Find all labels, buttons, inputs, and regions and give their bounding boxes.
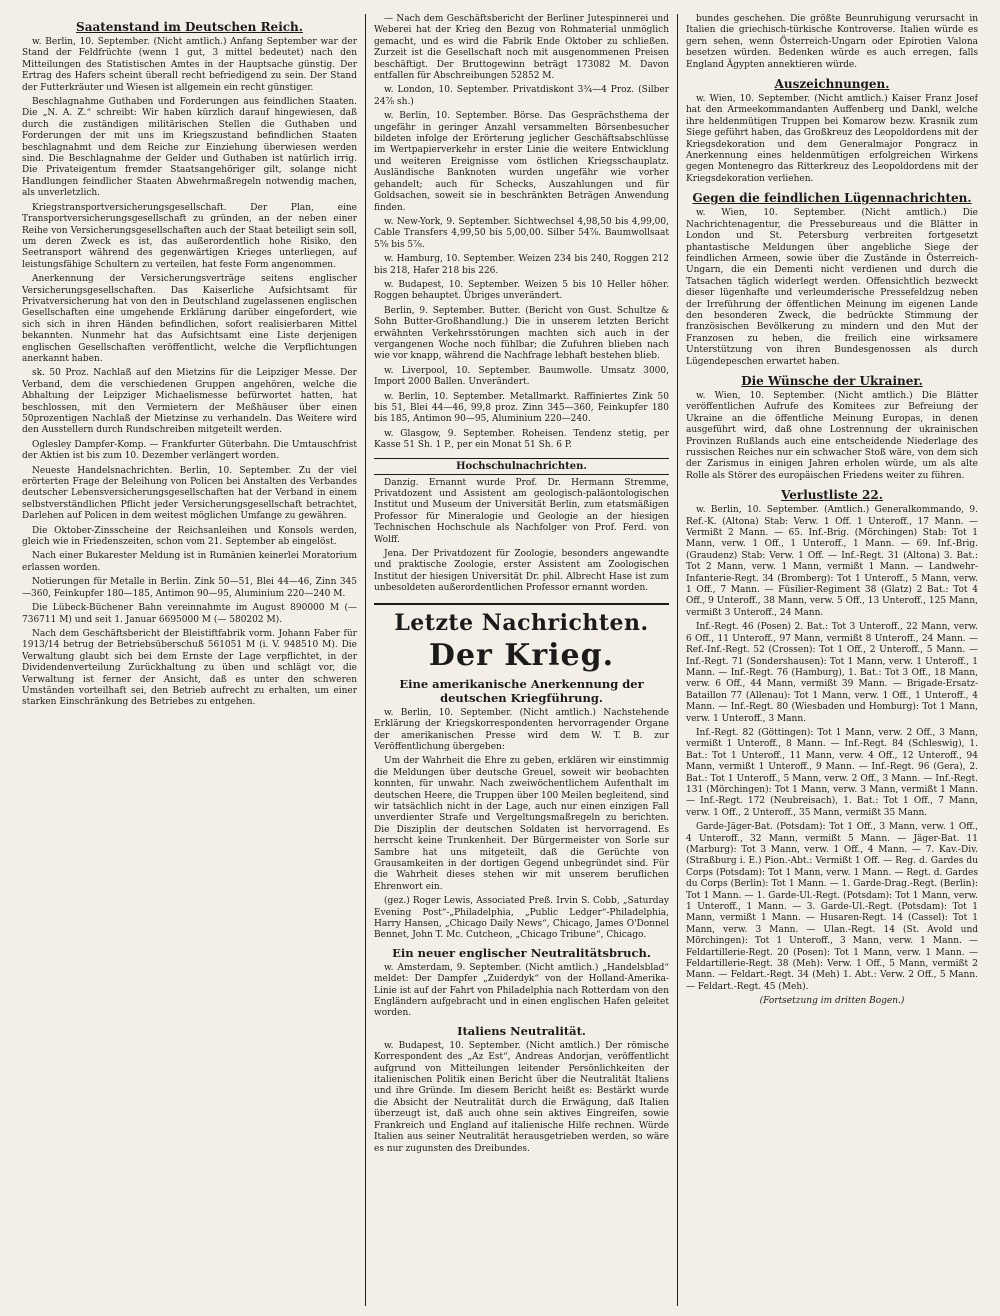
paragraph: Beschlagnahme Guthaben und Forderungen aus feindlichen Staaten. Die „N. A. Z.“ schreibt: Wir haben kürzlich darauf hingewiesen, daß durch die zuständigen militärischen Stellen die Guthaben und Forderungen der mit uns im Kriegszustand befindlichen Staaten beschlagnahmt und dem Reiche zur Einziehung überwiesen werden sind. Die Beschlagnahme der Gelder und Guthaben ist natürlich irrig. Die Privateigentum fremder Staatsangehöriger gilt, solange nicht Handlungen feindlicher Staaten Abwehrmaßregeln notwendig machen, als unverletzlich. [22,97,357,199]
paragraph: w. Berlin, 10. September. Börse. Das Gesprächsthema der ungefähr in geringer Anzahl versammelten Börsenbesucher bildeten infolge der Erörterung jeglicher Geschäftsabschlüsse im Wertpapierverkehr in erster Linie die weitere Entwicklung und weiteren Ereignisse vom östlichen Kriegsschauplatz. Ausländische Banknoten wurden ungefähr wie vorher gehandelt; auch für Schecks, Auszahlungen und für Goldsachen, soweit sie in beschränkten Beträgen Anwendung finden. [374,111,669,213]
paragraph: Danzig. Ernannt wurde Prof. Dr. Hermann Stremme, Privatdozent und Assistent am geologisch-paläontologischen Institut und Museum der Universität Berlin, zum etatsmäßigen Professor für Mineralogie und Geologie an der hiesigen Technischen Hochschule als Nachfolger von Prof. Ferd. von Wolff. [374,477,669,545]
heading-neutralitaetsbruch: Ein neuer englischer Neutralitätsbruch. [392,945,651,960]
heading-der-krieg: Der Krieg. [428,637,615,673]
heading-hochschulnachrichten: Hochschulnachrichten. [374,458,669,475]
paragraph: w. Wien, 10. September. (Nicht amtlich.) Kaiser Franz Josef hat den Armeekommandanten Auffenberg und Dankl, welche ihre heldenmütigen Truppen bei Komarow bezw. Krasnik zum Siege geführt haben, das Großkreuz des Leopoldordens mit der Kriegsdekoration und dem Generalmajor Pongracz in Anerkennung eines heldenmütigen erfolgreichen Wirkens gegen Montenegro das Ritterkreuz des Leopoldordens mit der Kriegsdekoration verliehen. [686,94,978,184]
paragraph: Anerkennung der Versicherungsverträge seitens englischer Versicherungsgesellschaften. Das Kaiserliche Aufsichtsamt für Privatversicherung hat von den in Deutschland zugelassenen englischen Gesellschaften eine umgehende Erklärung darüber eingefordert, wie sich sich in ihren Händen befindlichen, sofort realisierbaren Mittel bekannten. Nunmehr hat das Aufsichtsamt eine Liste derjenigen englischen Gesellschaften veröffentlicht, welche die Verpflichtungen anerkannt haben. [22,274,357,364]
paragraph: w. Amsterdam, 9. September. (Nicht amtlich.) „Handelsblad“ meldet: Der Dampfer „Zuiderdyk“ von der Holland-Amerika-Linie ist auf der Fahrt von Philadelphia nach Rotterdam von den Engländern aufgebracht und in einen englischen Hafen geleitet worden. [374,962,669,1019]
paragraph: w. Berlin, 10. September. (Nicht amtlich.) Nachstehende Erklärung der Kriegskorrespondenten hervorragender Organe der amerikanischen Presse wird dem W. T. B. zur Veröffentlichung übergeben: [374,707,669,752]
heading-letzte-nachrichten: Letzte Nachrichten. [374,603,669,636]
paragraph: w. Berlin, 10. September. (Nicht amtlich.) Anfang September war der Stand der Feldfrüchte (wenn 1 gut, 3 mittel bedeutet) nach den Mitteilungen des Statistischen Amtes in der Hauptsache günstig. Der Ertrag des Hafers scheint überall recht befriedigend zu sein. Der Stand der Futterkräuter und Wiesen ist allgemein ein recht günstiger. [22,37,357,93]
paragraph: (gez.) Roger Lewis, Associated Preß. Irvin S. Cobb, „Saturday Evening Post“-„Philadelphia, „Public Ledger“-Philadelphia, Harry Hansen, „Chicago Daily News“, Chicago, James O'Donnel Bennet, John T. Mc. Cutcheon, „Chicago Tribune“, Chicago. [374,896,669,941]
paragraph: w. Budapest, 10. September. Weizen 5 bis 10 Heller höher. Roggen behauptet. Übriges unverändert. [374,279,669,302]
heading-luegennachrichten: Gegen die feindlichen Lügennachrichten. [692,191,972,206]
column-divider [365,14,366,1306]
heading-verlustliste: Verlustliste 22. [781,488,883,503]
column-divider [677,14,678,1306]
column-middle [374,14,669,1306]
paragraph: Oglesley Dampfer-Komp. — Frankfurter Güterbahn. Die Umtauschfrist der Aktien ist bis zum 10. Dezember verlängert worden. [22,439,357,462]
paragraph: w. Budapest, 10. September. (Nicht amtlich.) Der römische Korrespondent des „Az Est“, Andreas Andorjan, veröffentlicht aufgrund von Mitteilungen leitender Persönlichkeiten der italienischen Politik einen Bericht über die Neutralität Italiens und ihre Gründe. Im diesem Bericht heißt es: Bestärkt wurde die Absicht der Neutralität durch die Erwägung, daß Italien überzeugt ist, daß auch ohne sein aktives Eingreifen, sowie Frankreich und England auf italienische Hilfe rechnen. Würde Italien aus seiner Neutralität herausgetrieben werden, so wäre es nur zugunsten des Dreibundes. [374,1040,669,1154]
paragraph: Inf.-Regt. 46 (Posen) 2. Bat.: Tot 3 Unteroff., 22 Mann, verw. 6 Off., 11 Unteroff., 97 Mann, vermißt 8 Unteroff., 24 Mann. — Ref.-Inf.-Regt. 52 (Crossen): Tot 1 Off., 2 Unteroff., 5 Mann. — Inf.-Regt. 71 (Sondershausen): Tot 1 Mann, verw. 1 Unteroff., 1 Mann. — Inf.-Regt. 76 (Hamburg), 1. Bat.: Tot 3 Off., 18 Mann, verw. 6 Off., 44 Mann, vermißt 39 Mann. — Brigade-Ersatz-Bataillon 77 (Allenau): Tot 1 Mann, verw. 1 Off., 1 Unteroff., 4 Mann. — Inf.-Regt. 80 (Wiesbaden und Homburg): Tot 1 Mann, verw. 1 Unteroff., 3 Mann. [686,622,978,724]
column-right [686,14,978,1306]
paragraph: w. Wien, 10. September. (Nicht amtlich.) Die Nachrichtenagentur, die Pressebureaus und die Blätter in London und St. Petersburg verbreiten fortgesetzt phantastische Meldungen über angebliche Siege der feindlichen Armeen, sowie über die Zustände in Österreich-Ungarn, die ein Dementi nicht verdienen und durch die Tatsachen täglich widerlegt werden. Offensichtlich bezweckt dieser lügenhafte und verleumderische Pressefeldzug neben der Irreführung der öffentlichen Meinung im eigenen Lande den besonderen Zweck, die bedrückte Stimmung der französischen Bevölkerung zu mindern und den Mut der Franzosen zu heben, die freilich eine wirksamere Unterstützung von ihren Bundesgenossen als durch Lügendepeschen erwartet haben. [686,208,978,367]
paragraph: w. Wien, 10. September. (Nicht amtlich.) Die Blätter veröffentlichen Aufrufe des Komitees zur Befreiung der Ukraine an die öffentliche Meinung Europas, in denen ausgeführt wird, daß ohne Lostrennung der ukrainischen Provinzen Rußlands auch eine entscheidende Niederlage des russischen Reiches nur ein schwacher Stoß wäre, von dem sich der Zarismus in einigen Jahren erholen würde, um als alte Rolle als Störer des europäischen Friedens weiter zu führen. [686,390,978,481]
paragraph: Nach einer Bukarester Meldung ist in Rumänien keinerlei Moratorium erlassen worden. [22,551,357,573]
paragraph: Nach dem Geschäftsbericht der Bleistiftfabrik vorm. Johann Faber für 1913/14 betrug der Betriebsüberschuß 561051 M (i. V. 948510 M). Die Verwaltung glaubt sich bei dem Ernste der Lage verpflichtet, in der Dividendenverteilung Zurückhaltung zu üben und schlägt vor, die Verwaltung ist ferner der Ansicht, daß es unter den schweren Umständen vorteilhaft sei, den Betrieb aufrecht zu erhalten, um einer starken Einschränkung des Betriebes zu entgehen. [22,628,357,708]
paragraph: w. Glasgow, 9. September. Roheisen. Tendenz stetig, per Kasse 51 Sh. 1 P., per ein Monat 51 Sh. 6 P. [374,428,669,451]
continuation-note: (Fortsetzung im dritten Bogen.) [759,996,905,1007]
heading-amerikanische-anerkennung: Eine amerikanische Anerkennung der deutschen Kriegführung. [399,676,644,705]
paragraph: Die Oktober-Zinsscheine der Reichsanleihen und Konsols werden, gleich wie in Friedenszeiten, schon vom 21. September ab eingelöst. [22,525,357,548]
paragraph: Kriegstransportversicherungsgesellschaft. Der Plan, eine Transportversicherungsgesellschaft zu gründen, an der neben einer Reihe von Versicherungsgesellschaften auch der Staat beteiligt sein soll, um deren Zweck es ist, das außerordentlich hohe Risiko, den Seetransport während des gegenwärtigen Krieges unterliegen, auf leistungsfähige Schultern zu verteilen, hat feste Form angenommen. [22,202,357,270]
paragraph: Notierungen für Metalle in Berlin. Zink 50—51, Blei 44—46, Zinn 345—360, Feinkupfer 180—185, Antimon 90—95, Aluminium 220—240 M. [22,577,357,599]
paragraph: w. New-York, 9. September. Sichtwechsel 4,98,50 bis 4,99,00, Cable Transfers 4,99,50 bis 5,00,00. Silber 54⅞. Baumwollsaat 5⅝ bis 5⅞. [374,216,669,250]
paragraph: w. Hamburg, 10. September. Weizen 234 bis 240, Roggen 212 bis 218, Hafer 218 bis 226. [374,254,669,276]
paragraph: sk. 50 Proz. Nachlaß auf den Mietzins für die Leipziger Messe. Der Verband, dem die verschiedenen Gruppen angehören, welche die Abhaltung der Leipziger Michaelismesse befürwortet hatten, hat beschlossen, mit den Vermietern der Meßhäuser über einen 50prozentigen Nachlaß der Mietzinse zu verhandeln. Das Weitere wird den Ausstellern durch Rundschreiben mitgeteilt werden. [22,368,357,436]
heading-ukrainer: Die Wünsche der Ukrainer. [741,373,923,388]
paragraph: Die Lübeck-Büchener Bahn vereinnahmte im August 890000 M (— 736711 M) und seit 1. Januar 6695000 M (— 580202 M). [22,603,357,625]
paragraph: Um der Wahrheit die Ehre zu geben, erklären wir einstimmig die Meldungen über deutsche Greuel, soweit wir beobachten konnten, für unwahr. Nach zweiwöchentlichem Aufenthalt im deutschen Heere, die Truppen über 100 Meilen begleitend, sind wir tatsächlich nicht in der Lage, auch nur einen einzigen Fall unverdienter Strafe und Vergeltungsmaßregeln zu berichten. Die Disziplin der deutschen Soldaten ist hervorragend. Es herrscht keine Trunkenheit. Der Bürgermeister von Sorle sur Sambre hat uns mitgeteilt, daß die Gerüchte von Grausamkeiten in der dortigen Gegend unbegründet sind. Für die Wahrheit dieses stehen wir mit unserem beruflichen Ehrenwort ein. [374,756,669,892]
heading-saatenstand: Saatenstand im Deutschen Reich. [76,20,303,34]
heading-italiens-neutralitaet: Italiens Neutralität. [457,1023,586,1038]
paragraph: Inf.-Regt. 82 (Göttingen): Tot 1 Mann, verw. 2 Off., 3 Mann, vermißt 1 Unteroff., 8 Mann. — Inf.-Regt. 84 (Schleswig), 1. Bat.: Tot 1 Unteroff., 11 Mann, verw. 4 Off., 12 Unteroff., 94 Mann, vermißt 1 Unteroff., 9 Mann. — Inf.-Regt. 96 (Gera), 2. Bat.: Tot 1 Unteroff., 5 Mann, verw. 2 Off., 3 Mann. — Inf.-Regt. 131 (Mörchingen): Tot 1 Mann, verw. 3 Mann, vermißt 1 Mann. — Inf.-Regt. 172 (Neubreisach), 1. Bat.: Tot 1 Off., 7 Mann, verw. 1 Off., 2 Unteroff., 35 Mann, vermißt 35 Mann. [686,727,978,818]
heading-auszeichnungen: Auszeichnungen. [774,77,890,92]
column-left [22,14,357,1306]
paragraph: Garde-Jäger-Bat. (Potsdam): Tot 1 Off., 3 Mann, verw. 1 Off., 4 Unteroff., 32 Mann, vermißt 5 Mann. — Jäger-Bat. 11 (Marburg): Tot 3 Mann, verw. 1 Off., 4 Mann. — 7. Kav.-Div. (Straßburg i. E.) Pion.-Abt.: Vermißt 1 Off. — Reg. d. Gardes du Corps (Potsdam): Tot 1 Mann, verw. 1 Mann. — Regt. d. Gardes du Corps (Berlin): Tot 1 Mann. — 1. Garde-Drag.-Regt. (Berlin): Tot 1 Mann. — 1. Garde-Ul.-Regt. (Potsdam): Tot 1 Mann, verw. 1 Unteroff., 1 Mann. — 3. Garde-Ul.-Regt. (Potsdam): Tot 1 Mann, vermißt 1 Mann. — Husaren-Regt. 14 (Cassel): Tot 1 Mann, verw. 3 Mann. — Ulan.-Regt. 14 (St. Avold und Mörchingen): Tot 1 Unteroff., 3 Mann, verw. 1 Mann. — Feldartillerie-Regt. 20 (Posen): Tot 1 Mann, verw. 1 Mann. — Feldartillerie-Regt. 38 (Meh): Verw. 1 Off., 5 Mann, vermißt 2 Mann. — Feldart.-Regt. 34 (Meh) 1. Abt.: Verw. 2 Off., 5 Mann. — Feldart.-Regt. 45 (Meh). [686,822,978,992]
paragraph: bundes geschehen. Die größte Beunruhigung verursacht in Italien die griechisch-türkische Kontroverse. Italien würde es gern sehen, wenn Österreich-Ungarn oder Epirotien Valona besetzen würden. Bedenken würde es auch erregen, falls England Ägypten annektieren würde. [686,14,978,70]
paragraph: w. Berlin, 10. September. (Amtlich.) Generalkommando, 9. Ref.-K. (Altona) Stab: Verw. 1 Off. 1 Unteroff., 17 Mann. — Vermißt 2 Mann. — 65. Inf.-Brig. (Mörchingen) Stab: Tot 1 Mann, verw. 1 Off., 1 Unteroff., 1 Mann. — 69. Inf.-Brig. (Graudenz) Stab: Verw. 1 Off. — Inf.-Regt. 31 (Altona) 3. Bat.: Tot 2 Mann, verw. 1 Mann, vermißt 1 Mann. — Landwehr-Infanterie-Regt. 34 (Bromberg): Tot 1 Unteroff., 5 Mann, verw. 1 Off., 7 Mann. — Füsilier-Regiment 38 (Glatz) 2 Bat.: Tot 4 Off., 9 Unteroff., 38 Mann, verw. 5 Off., 13 Unteroff., 125 Mann, vermißt 3 Unteroff., 24 Mann. [686,505,978,618]
paragraph: w. Liverpool, 10. September. Baumwolle. Umsatz 3000, Import 2000 Ballen. Unverändert. [374,365,669,388]
paragraph: Berlin, 9. September. Butter. (Bericht von Gust. Schultze & Sohn Butter-Großhandlung.) Die in unserem letzten Bericht erwähnten Verkehrsstörungen machten sich auch in der vergangenen Woche noch fühlbar; die Zufuhren blieben nach wie vor knapp, während die Nachfrage lebhaft bestehen blieb. [374,305,669,362]
paragraph: — Nach dem Geschäftsbericht der Berliner Jutespinnerei und Weberei hat der Krieg den Bezug von Rohmaterial unmöglich gemacht, und es wird die Fabrik Ende Oktober zu schließen. Zurzeit ist die Gesellschaft noch mit ausgenommenen Preisen beschäftigt. Der Bruttogewinn beträgt 173082 M. Davon entfallen für Abschreibungen 52852 M. [374,14,669,82]
paragraph: Jena. Der Privatdozent für Zoologie, besonders angewandte und praktische Zoologie, erster Assistent am Zoologischen Institut der hiesigen Universität Dr. phil. Albrecht Hase ist zum unbesoldeten außerordentlichen Professor ernannt worden. [374,549,669,594]
paragraph: w. London, 10. September. Privatdiskont 3¾—4 Proz. (Silber 24⅞ sh.) [374,85,669,107]
paragraph: Neueste Handelsnachrichten. Berlin, 10. September. Zu der viel erörterten Frage der Beleihung von Policen bei Anstalten des Verbandes deutscher Lebensversicherungsgesellschaften hat der Verband in einem selbstverständlichen Pflicht jeder Versicherungsgesellschaft betrachtet, Darlehen auf Policen in dem weitest möglichen Umfange zu gewähren. [22,465,357,522]
paragraph: w. Berlin, 10. September. Metallmarkt. Raffiniertes Zink 50 bis 51, Blei 44—46, 99,8 proz. Zinn 345—360, Feinkupfer 180 bis 185, Antimon 90—95, Aluminium 220—240. [374,391,669,425]
